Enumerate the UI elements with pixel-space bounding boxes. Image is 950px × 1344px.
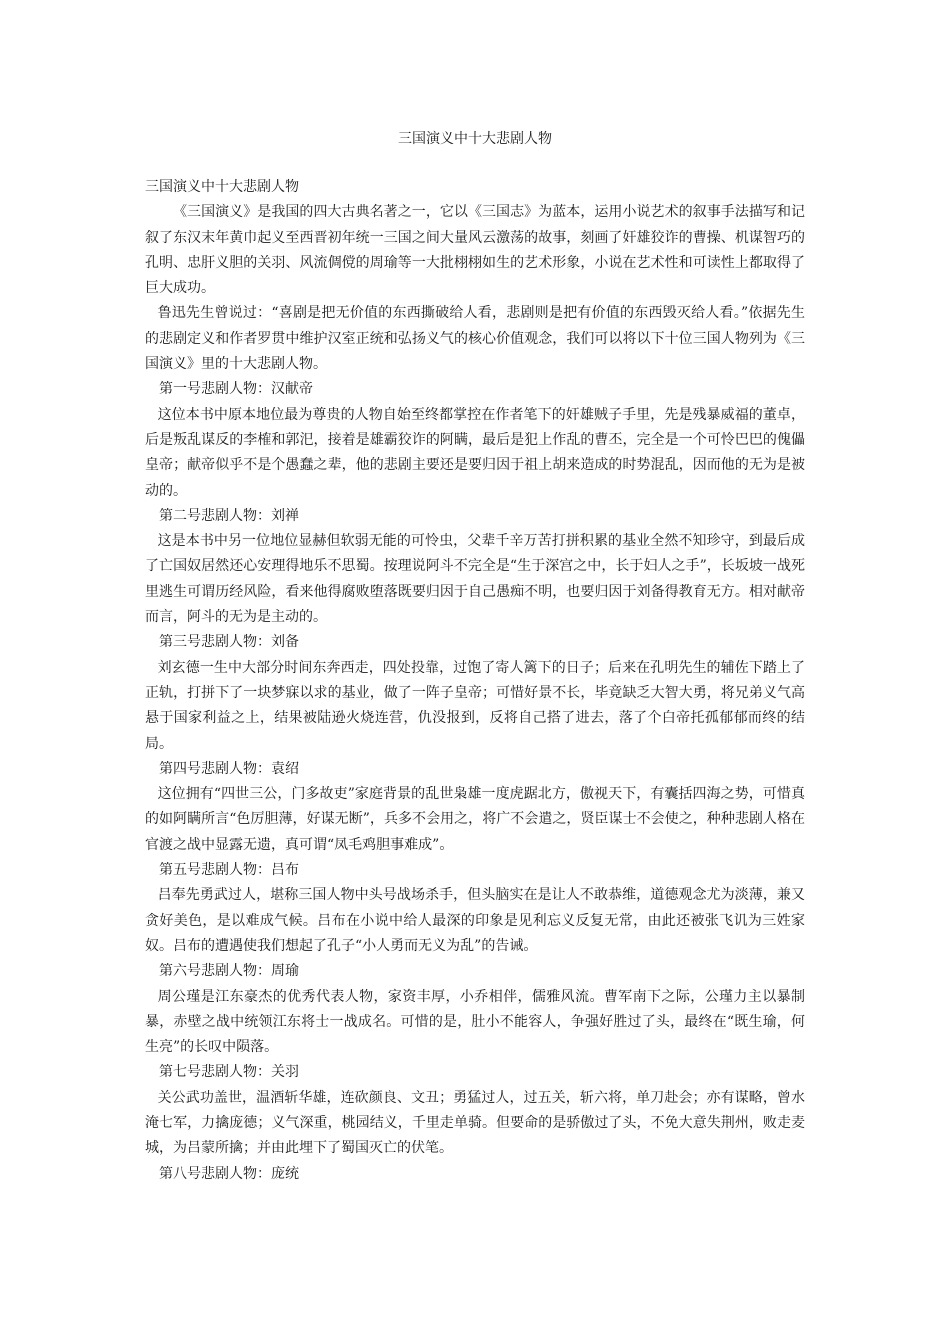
- section-body-4: 这位拥有“四世三公，门多故吏”家庭背景的乱世枭雄一度虎踞北方，傲视天下，有囊括四海之势，可惜真的如阿瞒所言“色厉胆薄，好谋无断”，兵多不会用之，将广不会遣之，贤臣谋士不会使之，种种悲剧人格在官渡之战中显露无遗，真可谓“凤毛鸡胆事难成”。: [145, 786, 805, 853]
- section-heading-8: 第八号悲剧人物：庞统: [159, 1165, 299, 1182]
- luxun-paragraph: 鲁迅先生曾说过：“喜剧是把无价值的东西撕破给人看，悲剧则是把有价值的东西毁灭给人看。”依据先生的悲剧定义和作者罗贯中维护汉室正统和弘扬义气的核心价值观念，我们可以将以下十位三国人物列为《三国演义》里的十大悲剧人物。: [145, 305, 805, 373]
- section-heading-1: 第一号悲剧人物：汉献帝: [159, 381, 313, 398]
- section-body-2: 这是本书中另一位地位显赫但软弱无能的可怜虫，父辈千辛万苦打拼积累的基业全然不知珍守，到最后成了亡国奴居然还心安理得地乐不思蜀。按理说阿斗不完全是“生于深宫之中，长于妇人之手”，长坂坡一战死里逃生可谓历经风险，看来他得腐败堕落既要归因于自己愚痴不明，也要归因于刘备得教育无方。相对献帝而言，阿斗的无为是主动的。: [145, 533, 805, 626]
- section-body-7: 关公武功盖世，温酒斩华雄，连砍颜良、文丑；勇猛过人，过五关，斩六将，单刀赴会；亦有谋略，曾水淹七军，力擒庞德；义气深重，桃园结义，千里走单骑。但要命的是骄傲过了头，不免大意失荆州，败走麦城，为吕蒙所擒；并由此埋下了蜀国灭亡的伏笔。: [145, 1089, 805, 1157]
- section-heading-4: 第四号悲剧人物：袁绍: [159, 760, 299, 777]
- section-body-5: 吕奉先勇武过人，堪称三国人物中头号战场杀手，但头脑实在是让人不敢恭维，道德观念尤为淡薄，兼又贪好美色，是以难成气候。吕布在小说中给人最深的印象是见利忘义反复无常，由此还被张飞讥为三姓家奴。吕布的遭遇使我们想起了孔子“小人勇而无义为乱”的告诫。: [145, 887, 805, 954]
- section-body-6: 周公瑾是江东豪杰的优秀代表人物，家资丰厚，小乔相伴，儒雅风流。曹军南下之际，公瑾力主以暴制暴，赤壁之战中统领江东将士一战成名。可惜的是，肚小不能容人，争强好胜过了头，最终在“既生瑜，何生亮”的长叹中陨落。: [145, 988, 805, 1056]
- section-heading-2: 第二号悲剧人物：刘禅: [159, 507, 299, 524]
- section-body-3: 刘玄德一生中大部分时间东奔西走，四处投靠，过饱了寄人篱下的日子；后来在孔明先生的辅佐下踏上了正轨，打拼下了一块梦寐以求的基业，做了一阵子皇帝；可惜好景不长，毕竟缺乏大智大勇，将兄弟义气高悬于国家利益之上，结果被陆逊火烧连营，仇没报到，反将自己搭了进去，落了个白帝托孤郁郁而终的结局。: [145, 659, 805, 752]
- section-body-1: 这位本书中原本地位最为尊贵的人物自始至终都掌控在作者笔下的奸雄贼子手里，先是残暴威福的董卓，后是叛乱谋反的李榷和郭汜，接着是雄霸狡诈的阿瞒，最后是犯上作乱的曹丕，完全是一个可怜巴巴的傀儡皇帝；献帝似乎不是个愚蠢之辈，他的悲剧主要还是要归因于祖上胡来造成的时势混乱，因而他的无为是被动的。: [145, 406, 805, 499]
- section-heading-6: 第六号悲剧人物：周瑜: [159, 963, 299, 980]
- article-heading: 三国演义中十大悲剧人物: [145, 179, 299, 195]
- section-heading-3: 第三号悲剧人物：刘备: [159, 634, 299, 651]
- document-body: [145, 175, 805, 1187]
- intro-paragraph: 《三国演义》是我国的四大古典名著之一，它以《三国志》为蓝本，运用小说艺术的叙事手法描写和记叙了东汉末年黄巾起义至西晋初年统一三国之间大量风云激荡的故事，刻画了奸雄狡诈的曹操、机谋智巧的孔明、忠肝义胆的关羽、风流倜傥的周瑜等一大批栩栩如生的艺术形象，小说在艺术性和可读性上都取得了巨大成功。: [145, 204, 805, 297]
- section-heading-7: 第七号悲剧人物：关羽: [159, 1064, 299, 1081]
- section-heading-5: 第五号悲剧人物：吕布: [159, 862, 299, 879]
- document-title: 三国演义中十大悲剧人物: [398, 131, 552, 147]
